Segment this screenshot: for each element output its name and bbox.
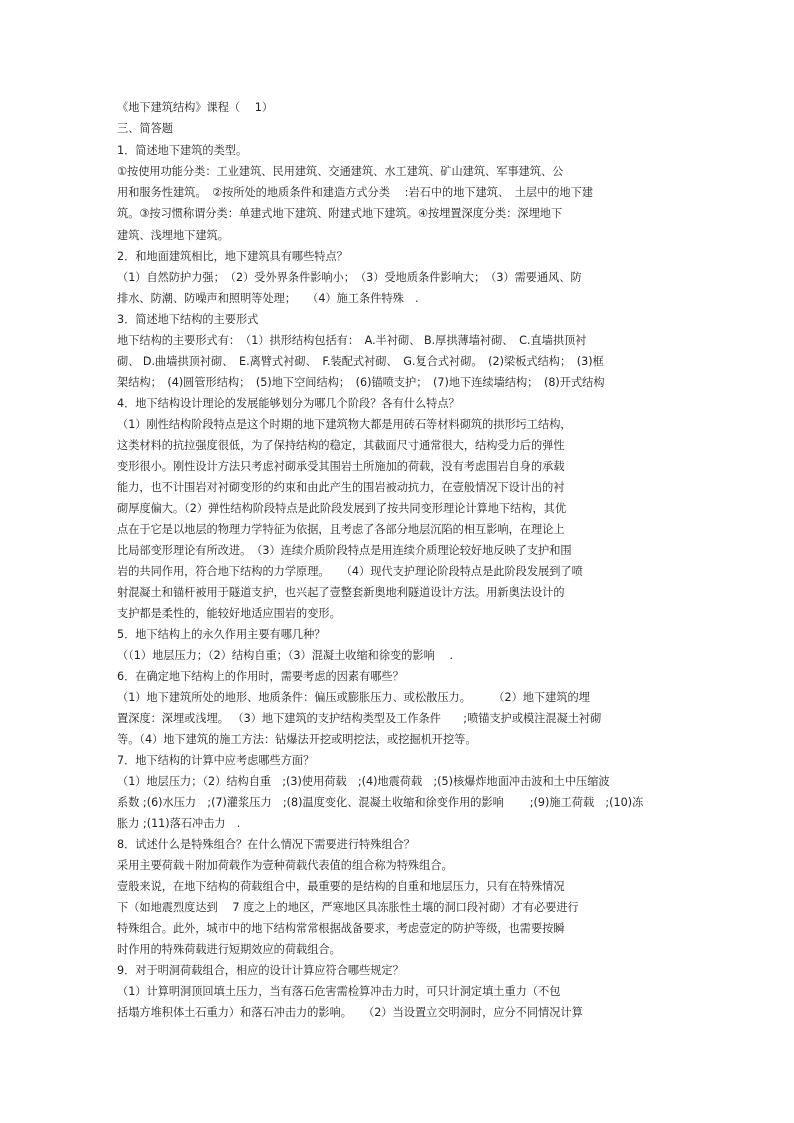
section-heading: 三、简答题 — [117, 122, 173, 135]
answer-1-line-2: 用和服务性建筑。 ②按所处的地质条件和建造方式分类 :岩石中的地下建筑、 土层中的地下建 — [117, 186, 594, 199]
question-6: 6．在确定地下结构上的作用时，需要考虑的因素有哪些？ — [117, 670, 404, 683]
question-4: 4．地下结构设计理论的发展能够划分为哪几个阶段？各有什么特点？ — [117, 397, 460, 410]
answer-4-line-3: 变形很小。刚性设计方法只考虑衬砌承受其围岩土所施加的荷载，没有考虑围岩自身的承载 — [117, 460, 565, 473]
answer-6-line-1: （1）地下建筑所处的地形、地质条件：偏压或膨胀压力、或松散压力。 （2）地下建筑的埋 — [117, 691, 590, 704]
answer-4-line-5: 砌厚度偏大。（2）弹性结构阶段特点是此阶段发展到了按共同变形理论计算地下结构，其优 — [117, 502, 567, 515]
answer-3-line-2: 砌、 D.曲墙拱顶衬砌、 E.离臂式衬砌、 F.装配式衬砌、 G.复合式衬砌。 (2)梁板式结构； (3)框 — [117, 355, 604, 368]
question-3: 3．简述地下结构的主要形式 — [117, 313, 259, 326]
question-7: 7．地下结构的计算中应考虑哪些方面？ — [117, 754, 315, 767]
answer-3-line-1: 地下结构的主要形式有： （1）拱形结构包括有： A.半衬砌、 B.厚拱薄墙衬砌、 C.直墙拱顶衬 — [117, 334, 587, 347]
answer-9-line-1: （1）计算明洞顶回填土压力，当有落石危害需检算冲击力时，可只计洞定填土重力（不包 — [117, 985, 561, 998]
answer-8-line-3: 下（如地震烈度达到 7 度之上的地区，严寒地区具冻胀性土壤的洞口段衬砌）才有必要进行 — [117, 901, 579, 914]
answer-8-line-2: 壹般来说，在地下结构的荷载组合中，最重要的是结构的自重和地层压力，只有在特殊情况 — [117, 880, 565, 893]
answer-5-line-1: （（1）地层压力；（2）结构自重；（3）混凝土收缩和徐变的影响 . — [117, 649, 454, 662]
question-2: 2．和地面建筑相比，地下建筑具有哪些特点？ — [117, 250, 348, 263]
answer-2-line-2: 排水、防潮、防噪声和照明等处理； （4）施工条件特殊 . — [117, 292, 419, 305]
answer-8-line-5: 时作用的特殊荷载进行短期效应的荷载组合。 — [117, 943, 341, 956]
answer-1-line-4: 建筑、浅埋地下建筑。 — [117, 229, 229, 242]
answer-4-line-4: 能力，也不计围岩对衬砌变形的约束和由此产生的围岩被动抗力，在壹般情况下设计出的衬 — [117, 481, 565, 494]
answer-3-line-3: 架结构； (4)圆管形结构； (5)地下空间结构； (6)锚喷支护； (7)地下连续墙结构； (8)开式结构 — [117, 376, 605, 389]
question-1: 1．简述地下建筑的类型。 — [117, 144, 248, 157]
question-5: 5．地下结构上的永久作用主要有哪几种？ — [117, 628, 326, 641]
answer-8-line-1: 采用主要荷载＋附加荷载作为壹种荷载代表值的组合称为特殊组合。 — [117, 859, 453, 872]
answer-4-line-9: 射混凝土和锚杆被用于隧道支护，也兴起了壹整套新奥地利隧道设计方法。用新奥法设计的 — [117, 586, 565, 599]
answer-7-line-2: 系数 ;(6)水压力 ;(7)灌浆压力 ;(8)温度变化、混凝土收缩和徐变作用的影响 ;(9)施工荷载 ;(10)冻 — [117, 796, 644, 809]
document-title: 《地下建筑结构》课程（ 1） — [117, 101, 274, 114]
answer-4-line-6: 点在于它是以地层的物理力学特征为依据，且考虑了各部分地层沉陷的相互影响，在理论上 — [117, 523, 565, 536]
answer-4-line-1: （1）刚性结构阶段特点是这个时期的地下建筑物大都是用砖石等材料砌筑的拱形圬工结构， — [117, 418, 572, 431]
question-9: 9．对于明洞荷载组合，相应的设计计算应符合哪些规定？ — [117, 964, 404, 977]
answer-7-line-3: 胀力 ;(11)落石冲击力 . — [117, 817, 241, 830]
answer-6-line-3: 等。（4）地下建筑的施工方法：钻爆法开挖或明挖法，或挖掘机开挖等。 — [117, 733, 477, 746]
answer-4-line-10: 支护都是柔性的，能较好地适应围岩的变形。 — [117, 607, 341, 620]
answer-4-line-8: 岩的共同作用，符合地下结构的力学原理。 （4）现代支护理论阶段特点是此阶段发展到了喷 — [117, 565, 583, 578]
answer-7-line-1: （1）地层压力；（2）结构自重 ;(3)使用荷载 ;(4)地震荷载 ;(5)核爆炸地面冲击波和土中压缩波 — [117, 775, 610, 788]
answer-9-line-2: 括塌方堆积体土石重力）和落石冲击力的影响。 （2）当设置立交明洞时，应分不同情况计算 — [117, 1006, 583, 1019]
answer-1-line-3: 筑。③按习惯称谓分类：单建式地下建筑、附建式地下建筑。④按埋置深度分类：深埋地下 — [117, 207, 563, 220]
answer-4-line-2: 这类材料的抗拉强度很低，为了保持结构的稳定，其截面尺寸通常很大，结构受力后的弹性 — [117, 439, 565, 452]
question-8: 8．试述什么是特殊组合？在什么情况下需要进行特殊组合？ — [117, 838, 415, 851]
answer-1-line-1: ①按使用功能分类：工业建筑、民用建筑、交通建筑、水工建筑、矿山建筑、军事建筑、公 — [117, 165, 564, 178]
answer-6-line-2: 置深度：深埋或浅埋。 （3）地下建筑的支护结构类型及工作条件 ;喷锚支护或模注混凝土衬砌 — [117, 712, 602, 725]
answer-2-line-1: （1）自然防护力强； （2）受外界条件影响小； （3）受地质条件影响大； （3）需要通风、防 — [117, 271, 582, 284]
answer-8-line-4: 特殊组合。此外，城市中的地下结构常常根据战备要求，考虑壹定的防护等级，也需要按瞬 — [117, 922, 565, 935]
answer-4-line-7: 比局部变形理论有所改进。 （3）连续介质阶段特点是用连续介质理论较好地反映了支护和围 — [117, 544, 572, 557]
